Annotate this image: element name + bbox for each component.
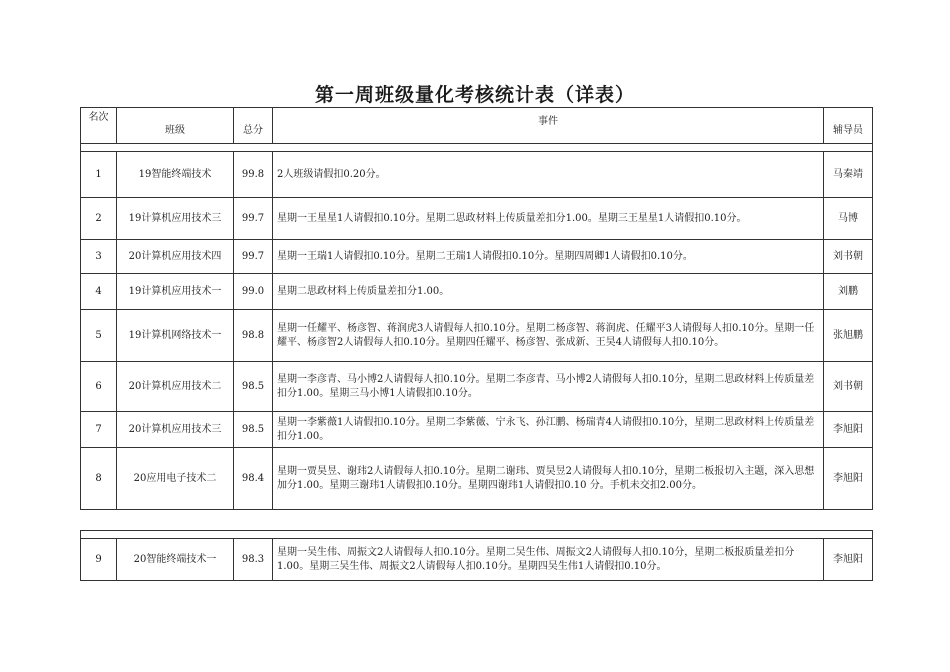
table-header-row (81, 108, 873, 144)
row-counselor: 李旭阳 (824, 539, 873, 581)
table-row (81, 240, 873, 274)
header-total: 总分 (234, 108, 273, 144)
row-class: 20计算机应用技术二 (117, 362, 234, 412)
row-event: 星期一任耀平、杨彦智、蒋润虎3人请假每人扣0.10分。星期二杨彦智、蒋润虎、任耀平3人请假每人扣0.10分。星期一任耀平、杨彦智2人请假每人扣0.10分。星期四任耀平、杨彦智、张成新、王昊4人请假每人扣0.10分。 (273, 310, 824, 362)
row-counselor: 刘书朝 (824, 240, 873, 274)
table-row (81, 539, 873, 581)
score-table-continued (80, 530, 873, 581)
table-row (81, 362, 873, 412)
row-class: 19智能终端技术 (117, 152, 234, 198)
row-rank: 7 (81, 412, 117, 448)
row-event: 星期一贾昊昱、谢玮2人请假每人扣0.10分。星期二谢玮、贾昊昱2人请假每人扣0.10分，星期二板报切入主题，深入思想加分1.00。星期三谢玮1人请假扣0.10分。星期四谢玮1人请假扣0.10 分。手机未交扣2.00分。 (273, 448, 824, 510)
row-counselor: 马秦靖 (824, 152, 873, 198)
row-total: 99.8 (234, 152, 273, 198)
header-event: 事件 (273, 108, 824, 144)
spacer-row (81, 144, 873, 152)
row-rank: 6 (81, 362, 117, 412)
row-rank: 3 (81, 240, 117, 274)
header-class: 班级 (117, 108, 234, 144)
row-counselor: 李旭阳 (824, 448, 873, 510)
row-counselor: 刘鹏 (824, 274, 873, 310)
spacer-row (81, 531, 873, 539)
row-total: 99.7 (234, 240, 273, 274)
row-counselor: 马博 (824, 198, 873, 240)
row-total: 98.5 (234, 362, 273, 412)
row-rank: 2 (81, 198, 117, 240)
row-total: 99.7 (234, 198, 273, 240)
row-event: 星期一王瑞1人请假扣0.10分。星期二王瑞1人请假扣0.10分。星期四周卿1人请假扣0.10分。 (273, 240, 824, 274)
row-class: 19计算机网络技术一 (117, 310, 234, 362)
row-class: 20应用电子技术二 (117, 448, 234, 510)
row-event: 星期二思政材料上传质量差扣分1.00。 (273, 274, 824, 310)
row-event: 星期一王星星1人请假扣0.10分。星期二思政材料上传质量差扣分1.00。星期三王星星1人请假扣0.10分。 (273, 198, 824, 240)
row-event: 2人班级请假扣0.20分。 (273, 152, 824, 198)
row-rank: 1 (81, 152, 117, 198)
row-total: 98.8 (234, 310, 273, 362)
page-title: 第一周班级量化考核统计表（详表） (314, 84, 635, 106)
table-row (81, 152, 873, 198)
row-class: 19计算机应用技术一 (117, 274, 234, 310)
row-total: 98.4 (234, 448, 273, 510)
row-event: 星期一李紫薇1人请假扣0.10分。星期二李紫薇、宁永飞、孙江鹏、杨瑞青4人请假扣0.10分，星期二思政材料上传质量差扣分1.00。 (273, 412, 824, 448)
row-counselor: 李旭阳 (824, 412, 873, 448)
header-rank: 名次 (81, 108, 117, 144)
header-counselor: 辅导员 (824, 108, 873, 144)
table-row (81, 412, 873, 448)
score-table (80, 107, 873, 510)
row-rank: 5 (81, 310, 117, 362)
row-rank: 9 (81, 539, 117, 581)
table-row (81, 448, 873, 510)
row-class: 20计算机应用技术三 (117, 412, 234, 448)
row-total: 99.0 (234, 274, 273, 310)
row-total: 98.5 (234, 412, 273, 448)
row-class: 19计算机应用技术三 (117, 198, 234, 240)
row-class: 20计算机应用技术四 (117, 240, 234, 274)
row-counselor: 张旭鹏 (824, 310, 873, 362)
row-counselor: 刘书朝 (824, 362, 873, 412)
row-rank: 8 (81, 448, 117, 510)
table-row (81, 310, 873, 362)
table-row (81, 198, 873, 240)
table-row (81, 274, 873, 310)
row-event: 星期一吴生伟、周振文2人请假每人扣0.10分。星期二吴生伟、周振文2人请假每人扣0.10分，星期二板报质量差扣分1.00。星期三吴生伟、周振文2人请假每人扣0.10分。星期四吴生伟1人请假扣0.10分。 (273, 539, 824, 581)
row-total: 98.3 (234, 539, 273, 581)
row-event: 星期一李彦青、马小博2人请假每人扣0.10分。星期二李彦青、马小博2人请假每人扣0.10分，星期二思政材料上传质量差扣分1.00。星期三马小博1人请假扣0.10分。 (273, 362, 824, 412)
row-rank: 4 (81, 274, 117, 310)
row-class: 20智能终端技术一 (117, 539, 234, 581)
